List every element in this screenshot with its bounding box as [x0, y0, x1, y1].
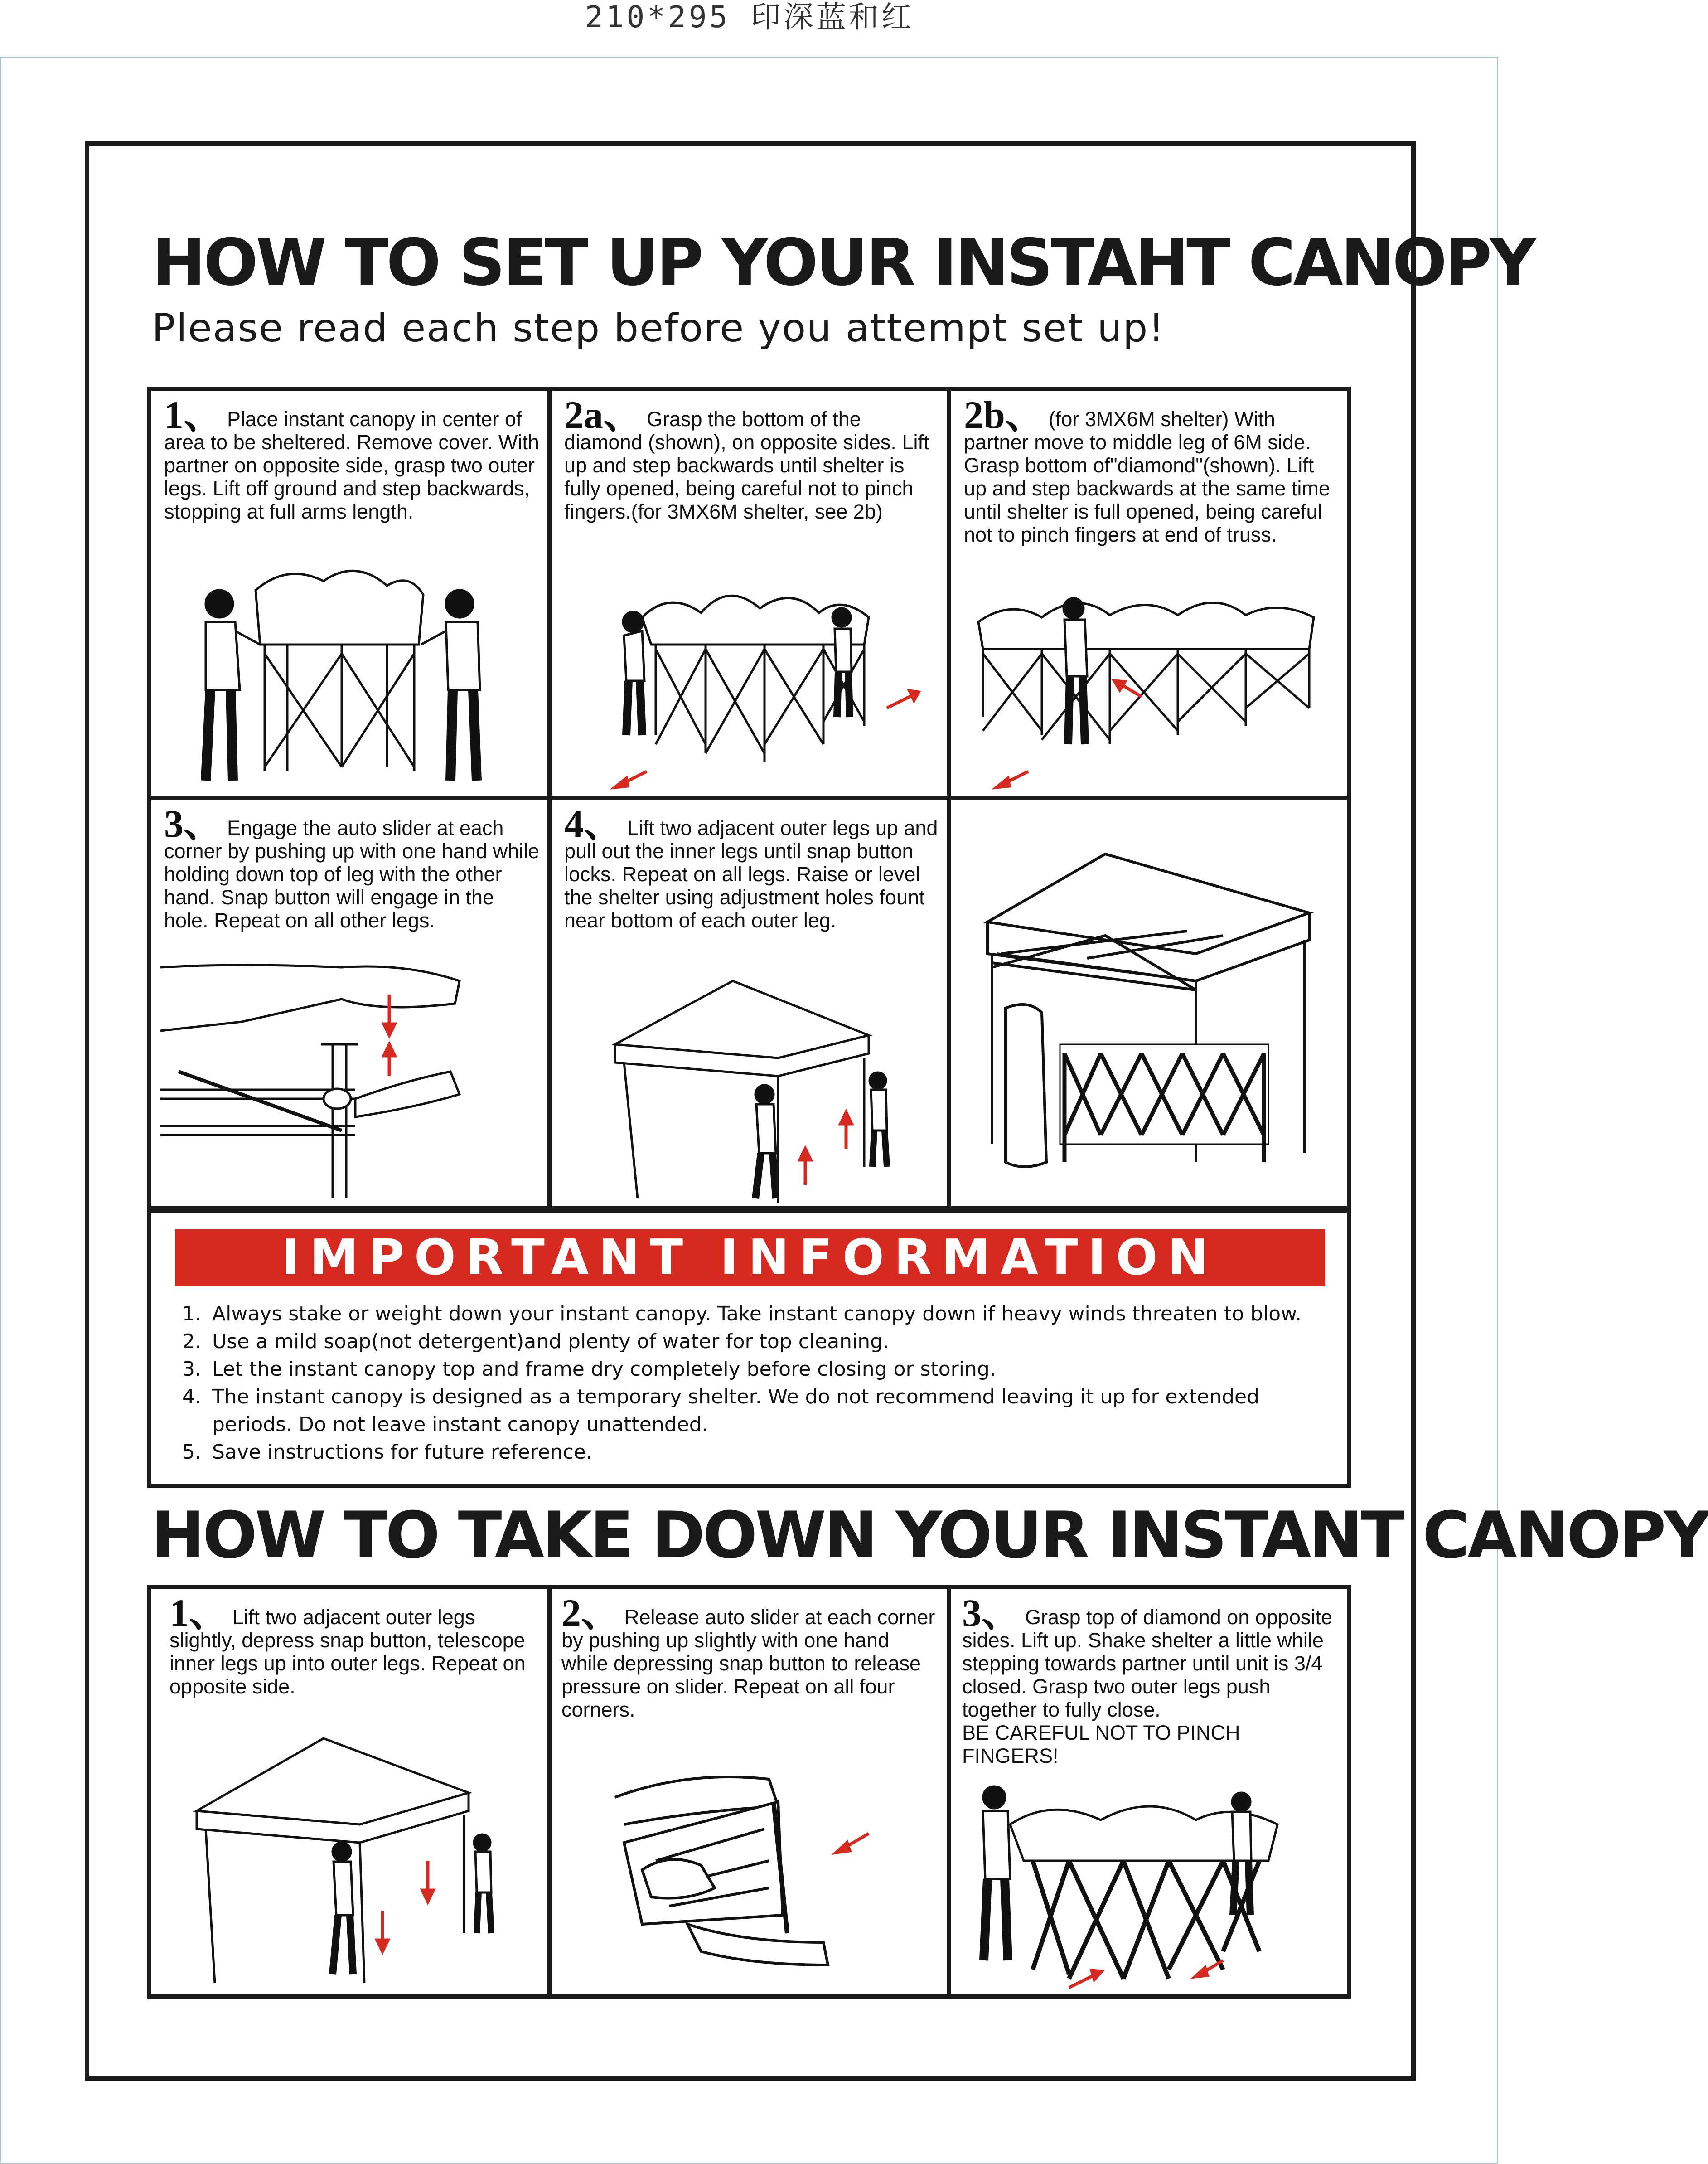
takedown-title: HOW TO TAKE DOWN YOUR INSTANT CANOPY — [151, 1498, 1708, 1573]
setup-step-1 — [151, 391, 547, 796]
list-item — [182, 1355, 1333, 1383]
setup-step-2b — [951, 391, 1347, 796]
takedown-step-3 — [951, 1589, 1347, 1994]
grid-divider — [547, 387, 552, 1213]
list-item — [182, 1438, 1333, 1466]
setup-title: HOW TO SET UP YOUR INSTAHT CANOPY — [152, 225, 1534, 300]
step-number: 2、 — [561, 1591, 620, 1635]
grid-divider — [947, 1585, 951, 1999]
raise-legs-illustration — [552, 954, 947, 1206]
list-item-text: The instant canopy is designed as a temporary shelter. We do not recommend leaving it up for extended periods. Do not leave instant canopy unattended. — [212, 1385, 1259, 1436]
two-people-lifting-canopy-illustration — [151, 554, 547, 796]
setup-step-2a — [552, 391, 947, 796]
step-number: 1、 — [164, 393, 223, 437]
setup-step-3 — [151, 800, 547, 1206]
step-instructions: Release auto slider at each corner by pushing up slightly with one hand while depressing snap button to release pressure on slider. Repeat on all four corners. — [561, 1606, 935, 1721]
canopy-raised-illustration-cell — [951, 800, 1347, 1206]
print-spec-note: 210*295 印深蓝和红 — [585, 0, 914, 34]
list-item-text: Let the instant canopy top and frame dry completely before closing or storing. — [212, 1358, 996, 1381]
opened-canopy-frame-illustration — [951, 818, 1347, 1206]
step-instructions: Lift two adjacent outer legs up and pull out the inner legs until snap button locks. Repeat on all legs. Raise or level the shelter using adjustment holes fount near bottom of each outer leg. — [564, 816, 938, 932]
step-number: 1、 — [169, 1591, 228, 1635]
setup-step-4 — [552, 800, 947, 1206]
step-instructions: Lift two adjacent outer legs slightly, depress snap button, telescope inner legs up into outer legs. Repeat on opposite side. — [169, 1606, 526, 1698]
step-instructions: Place instant canopy in center of area to be sheltered. Remove cover. With partner on opposite side, grasp two outer legs. Lift off ground and step backwards, stopping at full arms length. — [164, 408, 539, 523]
grid-divider — [547, 1585, 552, 1999]
step-number: 3、 — [962, 1591, 1021, 1635]
lower-legs-illustration — [151, 1720, 547, 1994]
step-instructions: Engage the auto slider at each corner by pushing up with one hand while holding down top of leg with the other hand. Snap button will engage in the hole. Repeat on all other legs. — [164, 816, 540, 932]
important-information-list — [182, 1300, 1333, 1466]
step-instructions: Grasp the bottom of the diamond (shown), on opposite sides. Lift up and step backwards until shelter is fully opened, being careful not to pinch fingers.(for 3MX6M shelter, see 2b) — [564, 408, 929, 523]
step-number: 2b、 — [964, 393, 1044, 437]
list-item-text: Use a mild soap(not detergent)and plenty of water for top cleaning. — [212, 1330, 890, 1353]
list-item-number: 3. — [182, 1358, 201, 1381]
list-item — [182, 1300, 1333, 1328]
takedown-step-2 — [552, 1589, 947, 1994]
list-item-number: 5. — [182, 1441, 201, 1464]
release-slider-illustration — [552, 1752, 947, 1994]
canopy-opening-diamond-illustration — [552, 563, 947, 796]
step-number: 4、 — [564, 802, 623, 845]
wide-canopy-opening-illustration — [951, 572, 1347, 796]
grid-divider — [147, 796, 1351, 800]
list-item-text: Save instructions for future reference. — [212, 1441, 592, 1464]
list-item-text: Always stake or weight down your instant canopy. Take instant canopy down if heavy winds threaten to blow. — [212, 1302, 1302, 1325]
list-item — [182, 1383, 1333, 1438]
step-number: 3、 — [164, 802, 223, 845]
takedown-step-1 — [151, 1589, 547, 1994]
grid-divider — [947, 387, 951, 1213]
step-instructions: Grasp top of diamond on opposite sides. Lift up. Shake shelter a little while stepping towards partner until unit is 3/4 closed. Grasp two outer legs push together to fully close. — [962, 1606, 1332, 1721]
step-number: 2a、 — [564, 393, 642, 437]
closing-canopy-illustration — [951, 1779, 1347, 1994]
engage-auto-slider-illustration — [151, 963, 547, 1206]
important-information-banner: IMPORTANT INFORMATION — [175, 1229, 1325, 1286]
list-item-number: 4. — [182, 1385, 201, 1408]
list-item-number: 2. — [182, 1330, 201, 1353]
list-item — [182, 1328, 1333, 1355]
setup-subtitle: Please read each step before you attempt set up! — [152, 306, 1165, 351]
pinch-fingers-warning: BE CAREFUL NOT TO PINCH FINGERS! — [962, 1721, 1240, 1767]
step-instructions: (for 3MX6M shelter) With partner move to middle leg of 6M side. Grasp bottom of"diamond"(shown). Lift up and step backwards at the same time until shelter is full opened, being careful not to pinch fingers at end of truss. — [964, 408, 1330, 546]
list-item-number: 1. — [182, 1302, 201, 1325]
